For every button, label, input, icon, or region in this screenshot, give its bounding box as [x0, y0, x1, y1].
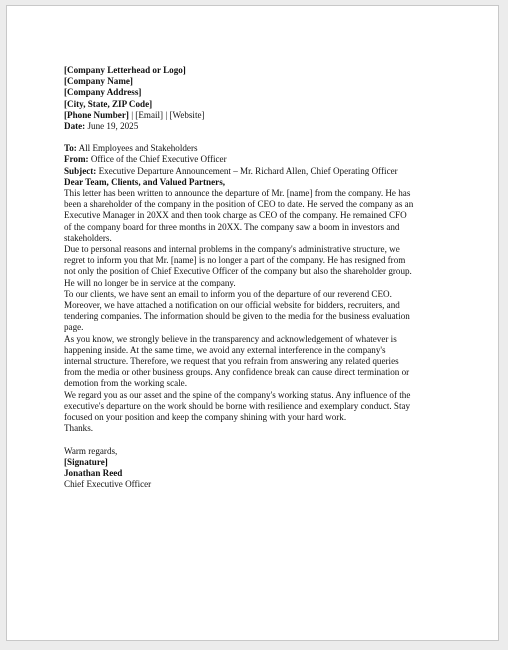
- from-line: [64, 154, 414, 165]
- signer-title: Chief Executive Officer: [64, 479, 152, 490]
- to-label: To:: [64, 143, 77, 154]
- company-city: [City, State, ZIP Code]: [64, 98, 153, 109]
- subject-value: Executive Departure Announcement – Mr. Richard Allen, Chief Operating Officer: [96, 165, 398, 176]
- paragraph-3: To our clients, we have sent an email to inform you of the departure of our reverend CEO. Moreover, we have attached a notification on our official website for bidders, recruiters, and tendering companies. The information should be given to the media for the business evaluation page.: [64, 288, 410, 333]
- date-label: Date:: [64, 121, 86, 132]
- paragraph-4: As you know, we strongly believe in the transparency and acknowledgement of whatever is happening inside. At the same time, we avoid any external interference in the company's internal structure. Therefore, we request that you refrain from answering any related queries from the media or other business groups. Any confidence break can cause direct termination or demotion from the working scale.: [64, 333, 410, 389]
- subject-line: [64, 166, 414, 177]
- to-line: [64, 143, 414, 154]
- company-contact: [64, 110, 414, 121]
- to-value: All Employees and Stakeholders: [76, 143, 198, 154]
- subject-label: Subject:: [64, 165, 97, 176]
- salutation: Dear Team, Clients, and Valued Partners,: [64, 176, 226, 187]
- paragraph-1: This letter has been written to announce the departure of Mr. [name] from the company. He has been a shareholder of the company in the position of CEO to date. He served the company as an Executive Manager in 20XX and then took charge as CEO of the company. He remained CFO of the company board for three months in 20XX. The company saw a boom in investors and stakeholders.: [64, 188, 414, 243]
- company-name: [Company Name]: [64, 76, 133, 87]
- letter-date: [64, 121, 414, 132]
- thanks-line: Thanks.: [64, 423, 94, 434]
- from-value: Office of the Chief Executive Officer: [88, 154, 227, 165]
- company-address: [Company Address]: [64, 87, 142, 98]
- closing-block: [64, 446, 414, 491]
- date-value: June 19, 2025: [85, 121, 139, 132]
- company-email-website: | [Email] | [Website]: [128, 109, 205, 120]
- signature-placeholder: [Signature]: [64, 456, 108, 467]
- letterhead-logo: [Company Letterhead or Logo]: [64, 65, 186, 75]
- letter-body: [64, 65, 414, 490]
- signer-name: Jonathan Reed: [64, 467, 123, 478]
- from-label: From:: [64, 154, 89, 165]
- company-phone: [Phone Number]: [64, 109, 129, 120]
- closing-regards: Warm regards,: [64, 445, 118, 456]
- paragraph-5: We regard you as our asset and the spine of the company's working status. Any influence of the executive's departure on the work should be borne with resilience and exemplary conduct. Stay focused on your position and keep the company shining with your hard work.: [64, 389, 411, 423]
- document-page: [6, 5, 499, 641]
- memo-header: [64, 143, 414, 177]
- paragraph-2: Due to personal reasons and internal problems in the company's administrative structure, we regret to inform you that Mr. [name] is no longer a part of the company. He has resigned from not only the position of Chief Executive Officer of the company but also the shareholder group. He will no longer be in service at the company.: [64, 244, 412, 288]
- letterhead: [64, 65, 414, 121]
